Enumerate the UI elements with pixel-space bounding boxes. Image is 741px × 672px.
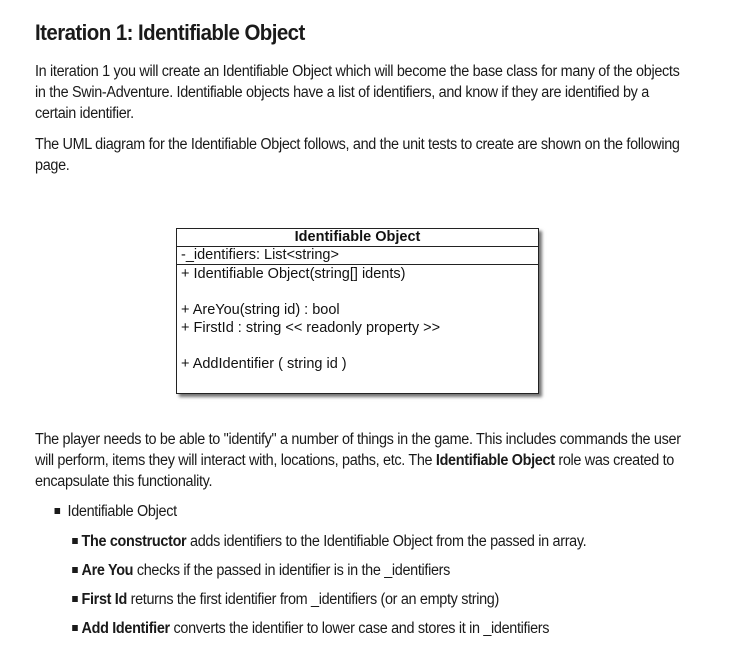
list-item-bold: Are You	[81, 562, 134, 579]
list-item-text: Identifiable Object	[67, 503, 177, 520]
square-bullet-icon	[72, 625, 78, 631]
list-item-bold: First Id	[81, 591, 127, 608]
uml-class-diagram	[176, 228, 539, 394]
role-text-before: The player needs to be able to "identify" a number of things in the game. This includes commands the user will perform, items they will interact with, locations, paths, etc. The	[35, 431, 681, 469]
role-text-bold: Identifiable Object	[435, 452, 555, 469]
role-paragraph	[35, 429, 686, 492]
square-bullet-icon	[72, 538, 78, 544]
intro-paragraph: In iteration 1 you will create an Identifiable Object which will become the base class for many of the objects in the Swin-Adventure. Identifiable objects have a list of identifiers, and know if they are identified by a certain identifier.	[35, 63, 680, 122]
uml-operation-firstid: + FirstId : string << readonly property >>	[181, 320, 441, 336]
uml-spacer	[181, 283, 538, 301]
page-title: Iteration 1: Identifiable Object	[35, 20, 305, 45]
list-item	[72, 533, 586, 551]
list-item-text: converts the identifier to lower case and stores it in _identifiers	[169, 620, 550, 637]
uml-operations	[177, 265, 538, 373]
square-bullet-icon	[72, 596, 78, 602]
list-item-text: adds identifiers to the Identifiable Object from the passed in array.	[186, 533, 587, 550]
role-text-after: role was created to encapsulate this functionality.	[35, 452, 674, 490]
list-item	[72, 620, 549, 638]
square-bullet-icon	[55, 508, 61, 514]
uml-class-name: Identifiable Object	[177, 229, 538, 247]
uml-attribute: -_identifiers: List<string>	[177, 247, 538, 265]
list-item-text: checks if the passed in identifier is in the _identifiers	[133, 562, 451, 579]
list-item-text: returns the first identifier from _identifiers (or an empty string)	[126, 591, 499, 608]
uml-operation-areyou: + AreYou(string id) : bool	[181, 302, 340, 318]
list-item-bold: The constructor	[81, 533, 187, 550]
list-item	[72, 562, 450, 580]
square-bullet-icon	[72, 567, 78, 573]
uml-spacer	[181, 337, 538, 355]
uml-operation-addidentifier: + AddIdentifier ( string id )	[181, 356, 347, 372]
list-item	[72, 591, 499, 609]
list-item	[55, 503, 177, 521]
uml-intro-paragraph: The UML diagram for the Identifiable Object follows, and the unit tests to create are shown on the following page.	[35, 136, 680, 174]
uml-operation-constructor: + Identifiable Object(string[] idents)	[181, 266, 406, 282]
list-item-bold: Add Identifier	[81, 620, 170, 637]
